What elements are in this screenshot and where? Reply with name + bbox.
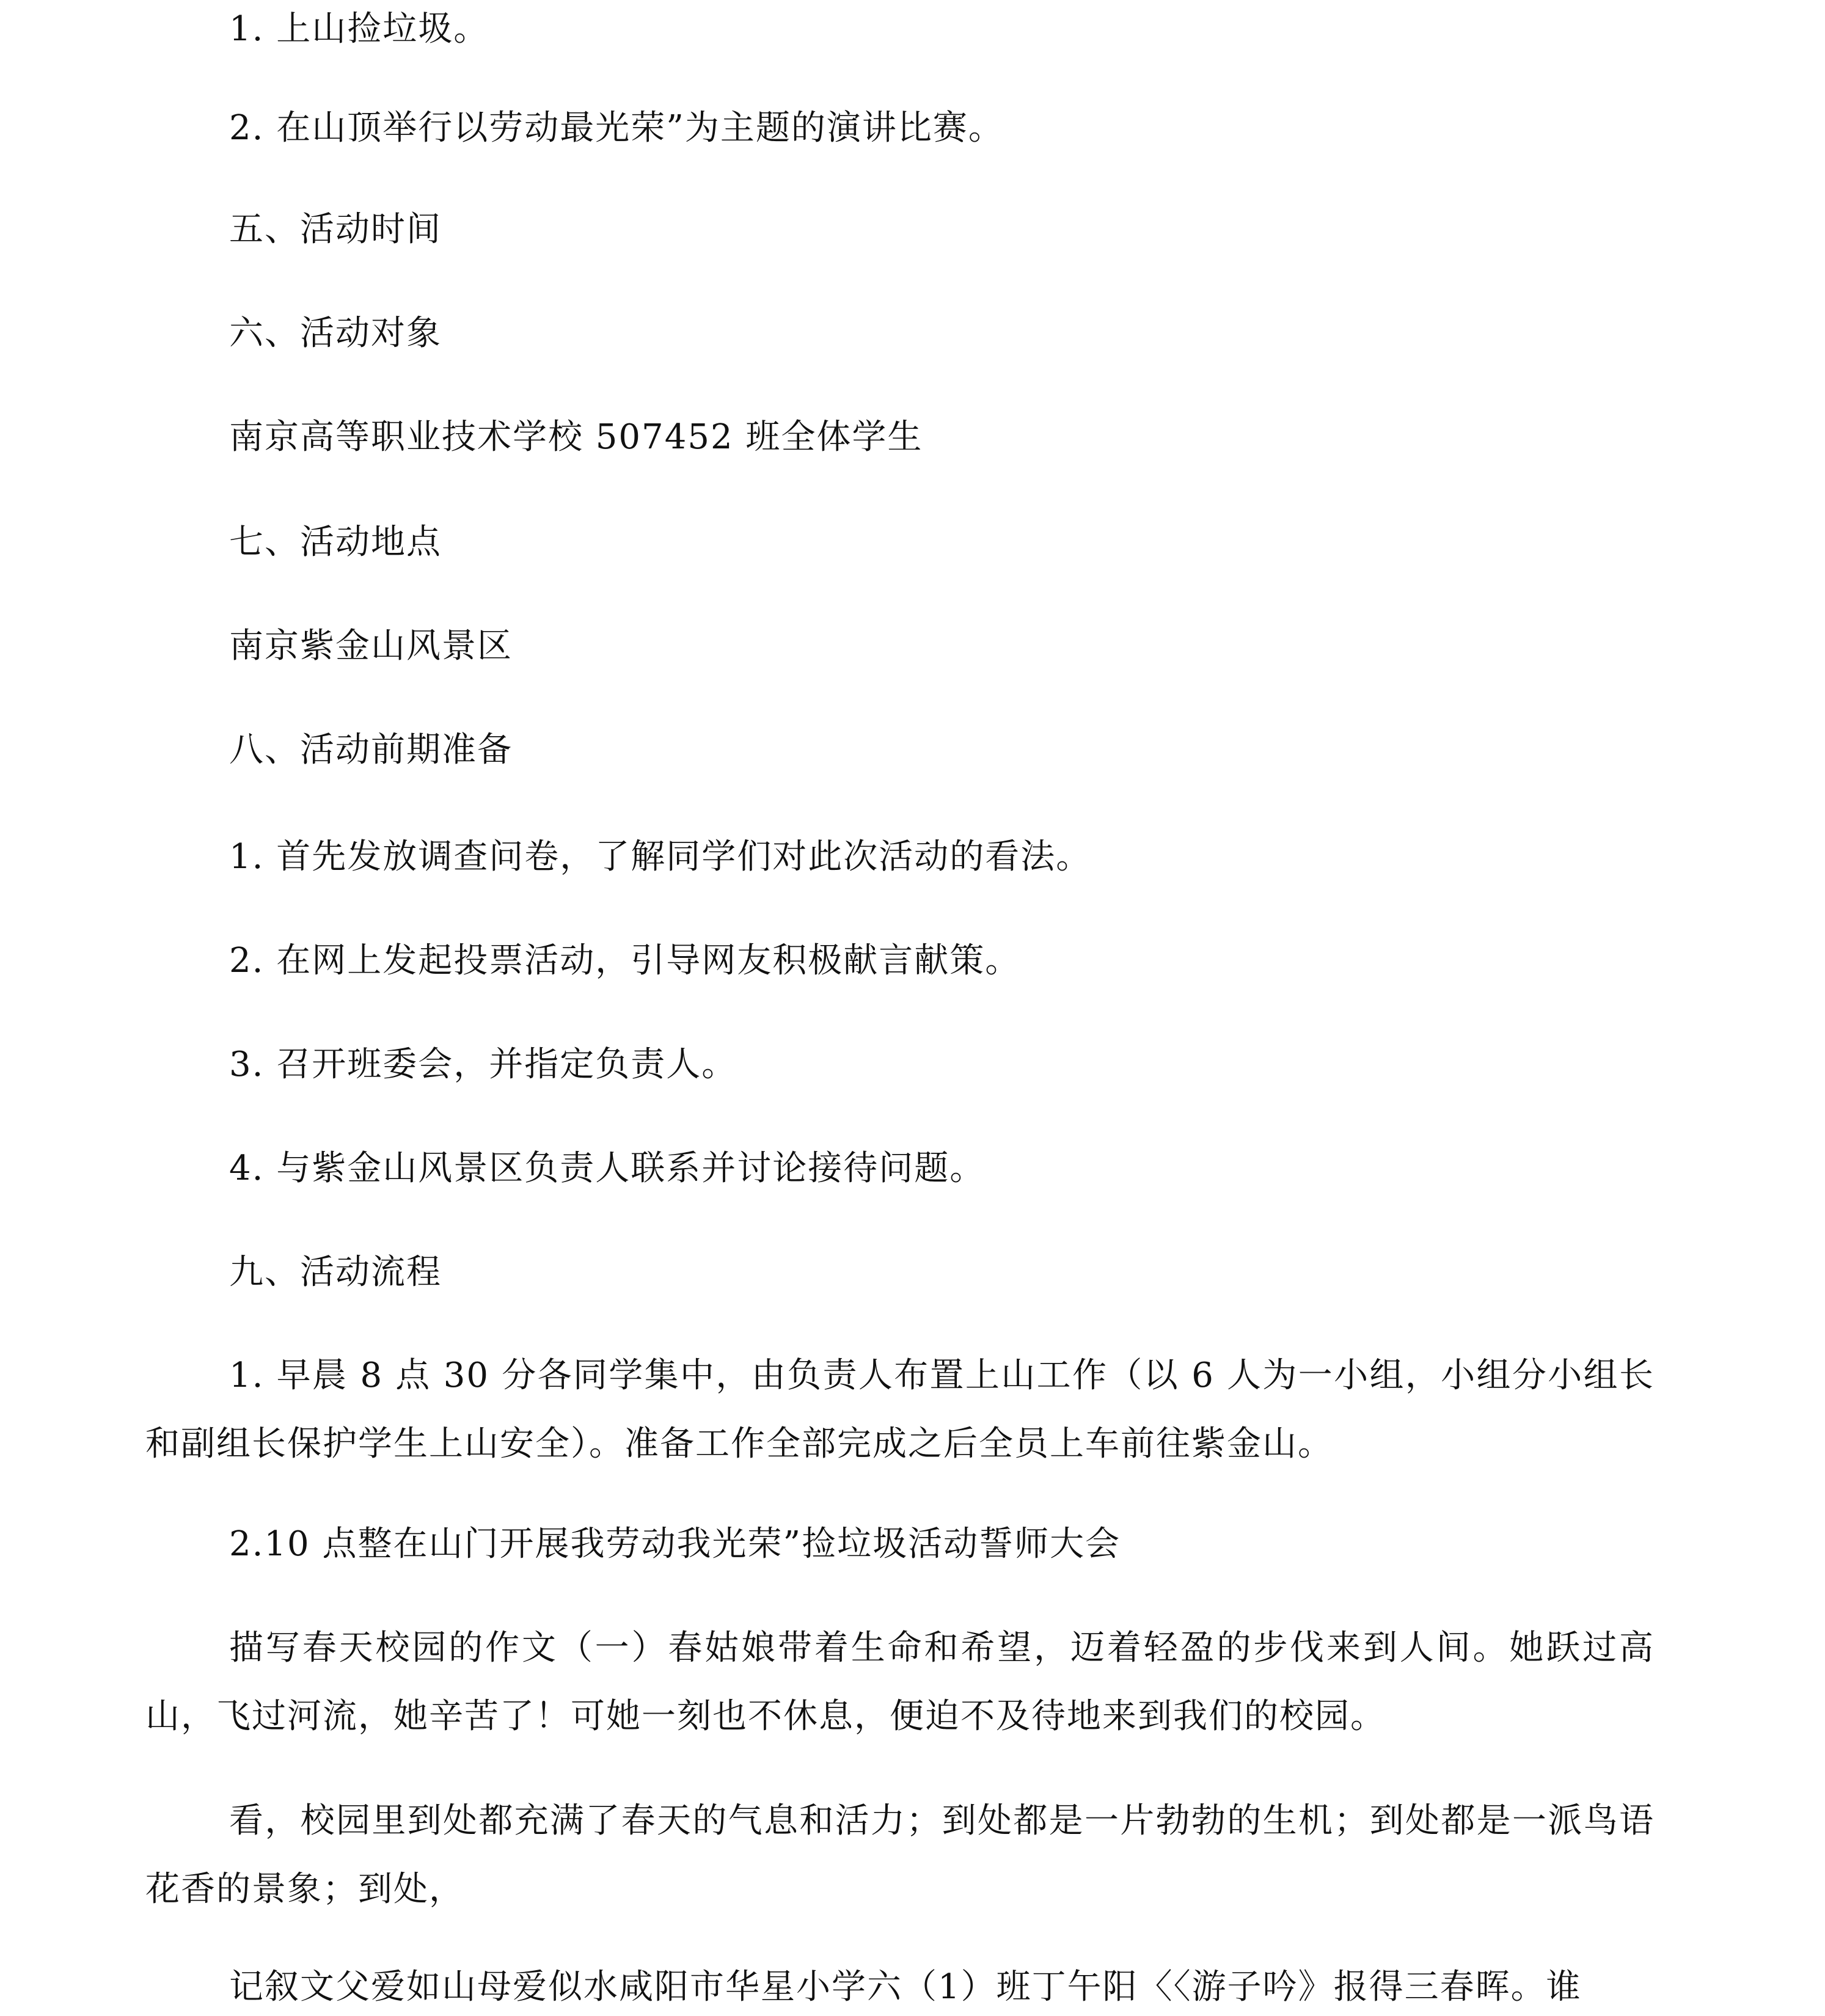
section-heading: 八、活动前期准备 <box>229 730 513 770</box>
section-heading: 九、活动流程 <box>229 1252 442 1292</box>
list-item: 2. 在网上发起投票活动，引导网友积极献言献策。 <box>229 941 1021 981</box>
list-item: 2. 在山顶举行以劳动最光荣”为主题的演讲比赛。 <box>229 108 1004 148</box>
flow-step-paragraph: 2.10 点整在山门开展我劳动我光荣”捡垃圾活动誓师大会 <box>229 1524 1121 1564</box>
paragraph: 南京高等职业技术学校 507452 班全体学生 <box>229 417 923 457</box>
flow-step-paragraph: 1. 早晨 8 点 30 分各同学集中，由负责人布置上山工作（以 6 人为一小组，小组分小组长和副组长保护学生上山安全）。准备工作全部完成之后全员上车前往紫金山。 <box>145 1356 1655 1464</box>
section-heading: 六、活动对象 <box>229 313 442 353</box>
essay-paragraph: 描写春天校园的作文（一）春姑娘带着生命和希望，迈着轻盈的步伐来到人间。她跃过高山，飞过河流，她辛苦了！可她一刻也不休息，便迫不及待地来到我们的校园。 <box>145 1628 1655 1736</box>
section-heading: 五、活动时间 <box>229 210 442 249</box>
essay-paragraph: 记叙文父爱如山母爱似水咸阳市华星小学六（1）班丁午阳〈〈游子吟》报得三春晖。谁 <box>229 1967 1582 2007</box>
list-item: 3. 召开班委会，并指定负责人。 <box>229 1045 737 1084</box>
paragraph: 南京紫金山风景区 <box>229 626 513 666</box>
list-item: 1. 上山捡垃圾。 <box>229 9 489 49</box>
list-item: 4. 与紫金山风景区负责人联系并讨论接待问题。 <box>229 1149 986 1188</box>
essay-paragraph: 看，校园里到处都充满了春天的气息和活力；到处都是一片勃勃的生机；到处都是一派鸟语花香的景象；到处， <box>145 1801 1655 1909</box>
list-item: 1. 首先发放调查问卷，了解同学们对此次活动的看法。 <box>229 837 1092 877</box>
section-heading: 七、活动地点 <box>229 522 442 562</box>
